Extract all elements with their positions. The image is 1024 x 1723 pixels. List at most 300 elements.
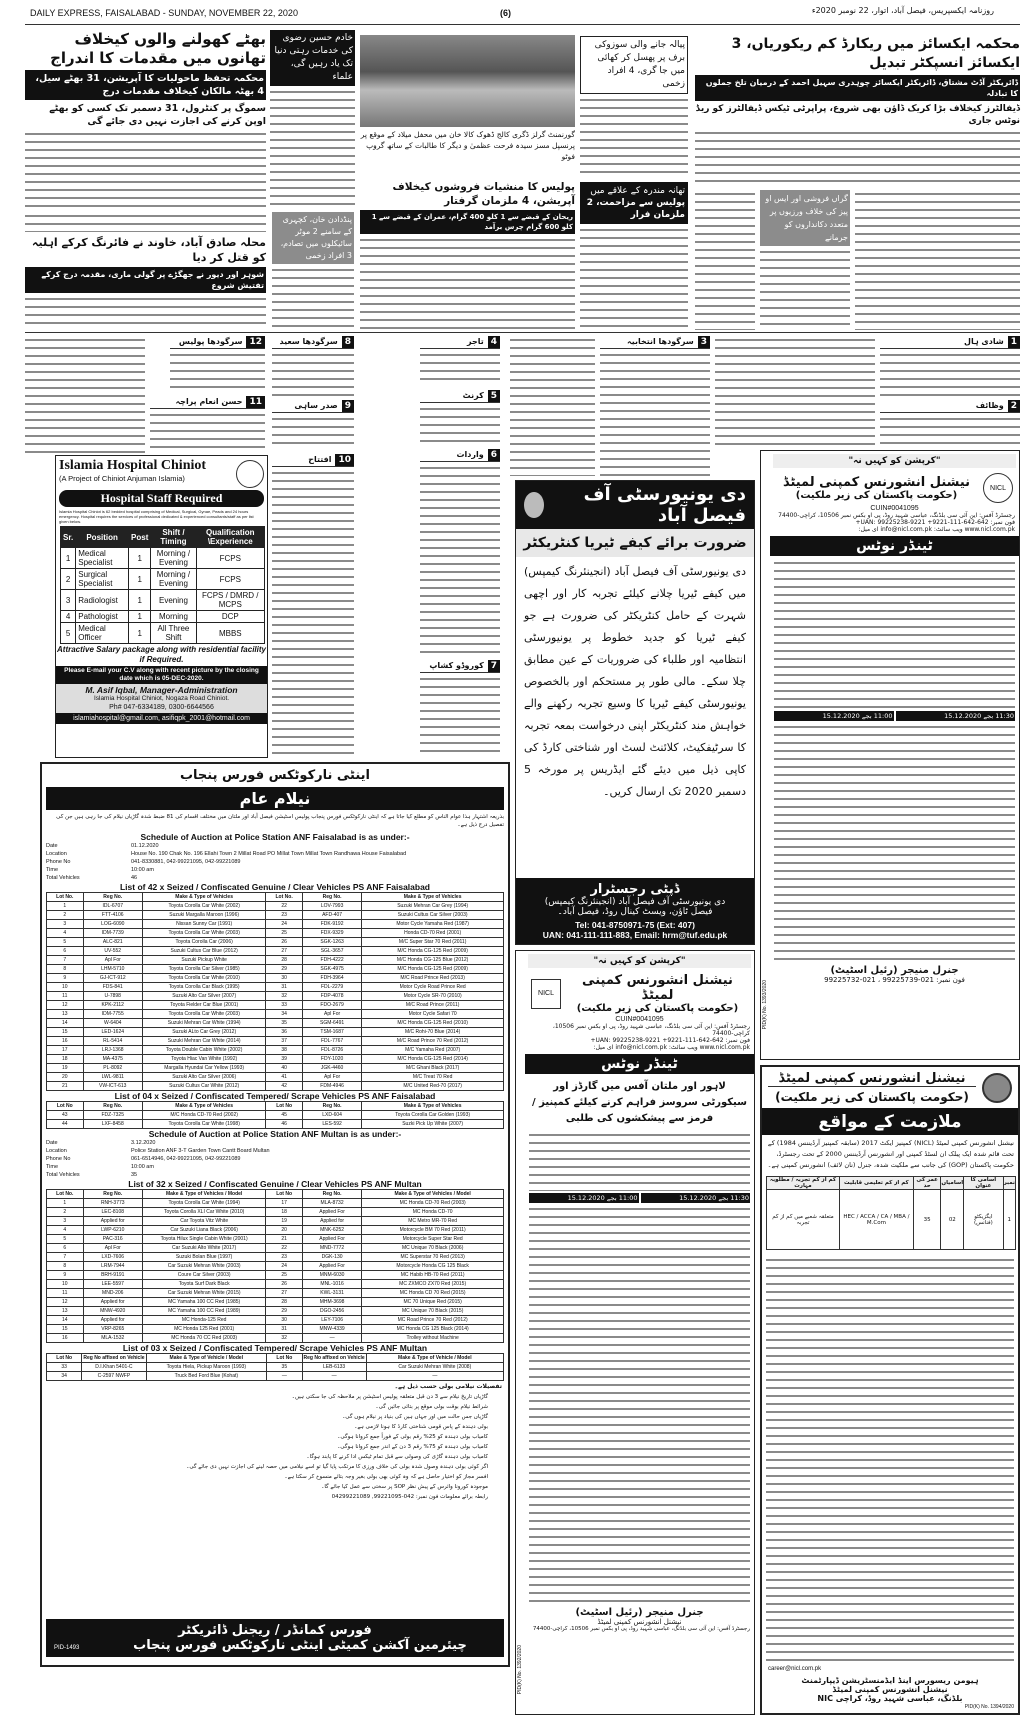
brief-heading bbox=[420, 660, 500, 673]
table-cell: MC Honda CG 125 Black (2014) bbox=[362, 1325, 504, 1334]
address: رجسٹرڈ آفس: این آئی سی بلڈنگ، عباسی شہید روڈ، پی او بکس نمبر 10506، کراچی-74400 bbox=[552, 1023, 750, 1037]
footer-company: نیشنل انشورنس کمپنی لمیٹڈ bbox=[832, 1685, 948, 1694]
table-cell: 1 bbox=[61, 548, 76, 569]
table-row bbox=[61, 569, 265, 590]
table-cell: Morning bbox=[151, 611, 196, 623]
table-cell: FDH-3964 bbox=[302, 974, 361, 983]
brief-heading bbox=[272, 400, 354, 413]
table-cell: 4 bbox=[47, 929, 84, 938]
table-cell: Suzuki Pickup White bbox=[142, 956, 265, 965]
subheadline: پولیس سے مزاحمت، 2 ملزمان فرار bbox=[586, 198, 685, 220]
table-cell: Suzuki Mehran Car White (1994) bbox=[142, 1019, 265, 1028]
column-header: Reg No. bbox=[302, 893, 361, 902]
table-cell: M/C Honda CG-125 Blue (2012) bbox=[362, 956, 504, 965]
table-cell: FDM-4946 bbox=[302, 1082, 361, 1091]
column-header: Make & Type of Vehicle / Model bbox=[146, 1354, 267, 1363]
page-number: (6) bbox=[500, 8, 511, 18]
table-cell: 18 bbox=[47, 1055, 84, 1064]
term-item: موجودہ کورونا وائرس کے پیش نظر SOP پر سختی سے عمل کیا جائے گا۔ bbox=[321, 1484, 488, 1490]
table-cell: FDS-841 bbox=[83, 983, 142, 992]
slogan: "کرپشن کو کہیں نہ" bbox=[528, 954, 751, 968]
table-cell: 15 bbox=[47, 1325, 84, 1334]
university-address: فیصل ٹاؤن، ویسٹ کینال روڈ، فیصل آباد۔ bbox=[557, 907, 713, 917]
body-text bbox=[529, 1131, 750, 1191]
schedule-value: 35 bbox=[131, 1172, 138, 1178]
table-cell: LXD-7606 bbox=[83, 1253, 142, 1262]
table-cell: 1 bbox=[129, 611, 151, 623]
ad-body: دی یونیورسٹی آف فیصل آباد (انجینئرنگ کیمپس) میں کیفے ٹیریا چلانے کیلئے تجربہ کار اور اچھی شہرت کے حامل کنٹریکٹر کی ضرورت ہے جو کیفے ٹیریا کو جدید خطوط پر یونیورسٹی انتظامیہ اور طلباء کی ضروریات کے عین مطابق چلا سکے۔ مالی طور پر مستحکم اور بالخصوص یونیورسٹی کیفے ٹیریا کا وسیع تجربہ رکھنے والے خواہش مند کنٹریکٹر اپنی درخواست بمعہ تجربہ کا سرٹیفکیٹ، کلائنٹ لسٹ اور شناختی کارڈ کی کاپی ذیل میں دیئے گئے ایڈریس پر مورخہ 5 دسمبر 2020 تک ارسال کریں۔ bbox=[524, 565, 746, 798]
table-row bbox=[47, 911, 504, 920]
column-header: Shift / Timing bbox=[151, 527, 196, 548]
term-item: افسر مجاز کو اختیار حاصل ہے کہ وہ کوئی بھی بولی بغیر وجہ بتائے منسوخ کر سکتا ہے۔ bbox=[284, 1474, 488, 1480]
auction-intro: بذریعہ اشتہار ہذا عوام الناس کو مطلع کیا جاتا ہے کہ اینٹی نارکوٹکس فورس پنجاب پولیس اسٹیشن فیصل آباد اور ملتان میں مختلف اقسام کی 81 ضبط شدہ گاڑیاں نیلام کی جا رہی ہیں جن کی تفصیل درج ذیل ہے۔ bbox=[56, 814, 504, 828]
news-brief bbox=[600, 336, 710, 476]
anf-auction-ad bbox=[40, 762, 510, 1667]
table-cell: Toyota Corolla Car Silver (1985) bbox=[142, 965, 265, 974]
brief-number: 4 bbox=[488, 336, 500, 348]
column-header: Make & Type of Vehicles bbox=[362, 893, 504, 902]
table-cell: 26 bbox=[266, 938, 303, 947]
nicl-logo-icon bbox=[982, 1073, 1012, 1103]
table-cell: Morning / Evening bbox=[151, 569, 196, 590]
table-cell: 18 bbox=[266, 1208, 303, 1217]
ownership: (حکومت پاکستان کی زیر ملکیت) bbox=[795, 490, 958, 501]
schedule-label: Time bbox=[46, 1164, 59, 1170]
schedule-row bbox=[46, 1139, 504, 1147]
table-cell: 6 bbox=[47, 947, 84, 956]
terms-title: تفصیلات نیلامی بولی حسب ذیل ہے۔ bbox=[394, 1383, 502, 1390]
table-cell: BRH-9191 bbox=[83, 1271, 142, 1280]
table-cell: 14 bbox=[47, 1316, 84, 1325]
table-cell: 21 bbox=[266, 1235, 303, 1244]
body-text bbox=[272, 469, 354, 754]
table-cell: FDL-7767 bbox=[302, 1037, 361, 1046]
table-cell: Toyota Surf Dark Black bbox=[142, 1280, 265, 1289]
story-kilns bbox=[25, 30, 266, 208]
body-text bbox=[880, 351, 1020, 396]
table-row bbox=[47, 992, 504, 1001]
table-cell: 8 bbox=[47, 965, 84, 974]
table-cell: Apl For bbox=[83, 1244, 142, 1253]
story-drugs bbox=[360, 180, 575, 330]
table-cell: 5 bbox=[61, 623, 76, 644]
table-cell: RL-5414 bbox=[83, 1037, 142, 1046]
body-text bbox=[760, 248, 850, 330]
website: www.nicl.com.pk ویب سائٹ: info@nicl.com.pk ای میل: bbox=[858, 526, 1015, 533]
phones: فون نمبر: 642-642-111-9221+ UAN: 99225238-9221+ bbox=[590, 1037, 750, 1044]
brief-title: کوروڈو کشاپ bbox=[429, 661, 484, 670]
subheadline: سموگ پر کنٹرول، 31 دسمبر تک کسی کو بھٹے اوپن کرنے کی اجازت نہیں دی جائے گی bbox=[49, 103, 266, 127]
column-header: Lot No bbox=[266, 1190, 303, 1199]
brief-title: سرگودھا سعید bbox=[279, 337, 338, 346]
schedule-label: Time bbox=[46, 867, 59, 873]
table-row bbox=[61, 548, 265, 569]
table-cell: Suzuki Mehran Car Grey (1994) bbox=[362, 902, 504, 911]
body-text bbox=[270, 88, 355, 208]
table-cell: Motor Cycle Safari 70 bbox=[362, 1010, 504, 1019]
schedule-value: 3.12.2020 bbox=[131, 1140, 156, 1146]
table-row bbox=[47, 1298, 504, 1307]
story-snow bbox=[580, 36, 688, 176]
table-cell: MC Habib HB-70 Red (2011) bbox=[362, 1271, 504, 1280]
table-cell: Motor Cycle Yamaha Red (1987) bbox=[362, 920, 504, 929]
table-cell: Car Suzuki Mehran White (2015) bbox=[142, 1289, 265, 1298]
column-header: عمر کی حد bbox=[913, 1177, 941, 1190]
news-brief bbox=[150, 396, 265, 452]
schedule-value: 061-6514946, 042-99221095, 042-99221089 bbox=[131, 1156, 241, 1162]
table-cell: Evening bbox=[151, 590, 196, 611]
column-header: Lot No bbox=[267, 1354, 302, 1363]
table-cell: 3 bbox=[47, 920, 84, 929]
news-brief bbox=[420, 660, 500, 755]
table-cell: Applied for bbox=[302, 1217, 361, 1226]
table-cell: Applied for bbox=[83, 1217, 142, 1226]
table-cell: Toyota Corolla Car Black (1995) bbox=[142, 983, 265, 992]
tender-title: لاہور اور ملتان آفس میں گارڈز اور سیکورٹی سروسز فراہم کرنے کیلئے کمپنیز / فرمز سے پیشکشوں کی طلبی bbox=[532, 1081, 747, 1124]
column-header: Reg No affixed on Vehicle bbox=[303, 1355, 365, 1361]
table-cell: 1 bbox=[1003, 1190, 1015, 1250]
table-cell: MC Honda CD 70 Red (2015) bbox=[362, 1289, 504, 1298]
table-cell: 33 bbox=[47, 1363, 82, 1372]
table-cell: SGK-4975 bbox=[302, 965, 361, 974]
column-header: کم از کم تجربہ / مطلوبہ مہارت bbox=[767, 1177, 840, 1190]
table-cell: 1 bbox=[47, 902, 84, 911]
schedule-row bbox=[46, 1147, 504, 1155]
cuin: CUIN#0041095 bbox=[615, 1016, 664, 1023]
table-cell: SGK-1263 bbox=[302, 938, 361, 947]
table-cell: — bbox=[366, 1372, 503, 1381]
table-cell: Toyota Hiela, Pickup Maroon (1993) bbox=[146, 1363, 267, 1372]
hospital-ad bbox=[55, 455, 268, 758]
table-cell: 33 bbox=[266, 1001, 303, 1010]
column-header: Reg No. bbox=[302, 1102, 361, 1111]
brief-number: 5 bbox=[488, 390, 500, 402]
mtn-schedule-heading: Schedule of Auction at Police Station ANF Multan is as under:- bbox=[148, 1129, 402, 1139]
table-cell: 15 bbox=[47, 1028, 84, 1037]
schedule-value: 01.12.2020 bbox=[131, 843, 159, 849]
table-cell: 4 bbox=[47, 1226, 84, 1235]
table-cell: 2 bbox=[61, 569, 76, 590]
table-cell: Toyota Fielder Car Blue (2001) bbox=[142, 1001, 265, 1010]
table-cell: Applied for bbox=[83, 1316, 142, 1325]
table-row bbox=[47, 1363, 504, 1372]
table-cell: 34 bbox=[266, 1010, 303, 1019]
masthead-left: DAILY EXPRESS, FAISALABAD - SUNDAY, NOVEMBER 22, 2020 bbox=[30, 8, 298, 18]
table-cell: LOV-7993 bbox=[302, 902, 361, 911]
masthead-right: روزنامہ ایکسپریس، فیصل آباد، اتوار، 22 نومبر 2020ء bbox=[811, 6, 994, 15]
table-cell: Suzuki Cultus Car Silver (2003) bbox=[362, 911, 504, 920]
table-cell: Suzuki Bolan Blue (1997) bbox=[142, 1253, 265, 1262]
table-cell: FDK-9192 bbox=[302, 920, 361, 929]
news-brief bbox=[420, 449, 500, 654]
subheadline: شوہر اور دیور نے جھگڑے پر گولی ماری، مقدمہ درج کرکے تفتیش شروع bbox=[25, 267, 266, 293]
table-cell: 2 bbox=[47, 1208, 84, 1217]
column-header: Make & Type of Vehicles / Model bbox=[362, 1190, 504, 1199]
table-cell: Medical Officer bbox=[76, 623, 129, 644]
brief-number: 8 bbox=[342, 336, 354, 348]
brief-heading bbox=[150, 396, 265, 409]
schedule-label: Total Vehicles bbox=[46, 1172, 80, 1178]
auction-title: نیلام عام bbox=[46, 787, 504, 810]
table-cell: 25 bbox=[266, 929, 303, 938]
vehicle-list-title: List of 32 x Seized / Confiscated Genuine / Clear Vehicles PS ANF Multan bbox=[128, 1179, 422, 1189]
table-cell: 29 bbox=[266, 1307, 303, 1316]
table-cell: Coure Car Silver (2003) bbox=[142, 1271, 265, 1280]
table-cell: 12 bbox=[47, 1001, 84, 1010]
table-cell: 23 bbox=[266, 1253, 303, 1262]
table-cell: 26 bbox=[266, 1280, 303, 1289]
schedule-value: Police Station ANF 3-T Garden Town Cantt Board Multan bbox=[131, 1148, 270, 1154]
brief-number: 10 bbox=[335, 454, 354, 466]
body-text bbox=[600, 351, 710, 476]
column-header: Lot No bbox=[47, 1354, 82, 1363]
university-logo-icon bbox=[524, 492, 544, 518]
hospital-phone: Ph# 047-6334189, 0300-6644566 bbox=[109, 704, 214, 711]
table-cell: 44 bbox=[47, 1120, 84, 1129]
table-cell: 30 bbox=[266, 974, 303, 983]
term-item: اگر کوئی بولی دہندہ وصول شدہ بولی کی خلاف ورزی کا مرتکب پایا گیا تو اسے نیلامی میں حصہ لینے کی اجازت نہیں دی جائے گی۔ bbox=[186, 1464, 488, 1470]
table-row bbox=[47, 1244, 504, 1253]
table-cell: LED-1624 bbox=[83, 1028, 142, 1037]
column-header: Lot No bbox=[47, 1102, 84, 1111]
brief-number: 2 bbox=[1008, 400, 1020, 412]
table-cell: 10 bbox=[47, 983, 84, 992]
table-cell: 16 bbox=[47, 1334, 84, 1343]
table-cell: 46 bbox=[266, 1120, 303, 1129]
table-cell: FDX-9329 bbox=[302, 929, 361, 938]
table-cell: 22 bbox=[266, 902, 303, 911]
table-cell: LRM-7944 bbox=[83, 1262, 142, 1271]
phones: فون نمبر: 642-642-111-9221+ UAN: 99225238-9221+ bbox=[855, 519, 1015, 526]
table-cell: 24 bbox=[266, 920, 303, 929]
table-cell: 38 bbox=[266, 1046, 303, 1055]
table-cell: M/C Yamaha Red (2007) bbox=[362, 1046, 504, 1055]
table-row bbox=[47, 929, 504, 938]
university-ad bbox=[515, 480, 755, 945]
table-cell: 1 bbox=[129, 569, 151, 590]
table-cell: Suzuki Cultus Car White (2012) bbox=[142, 1082, 265, 1091]
table-cell: 1 bbox=[129, 623, 151, 644]
table-cell: 43 bbox=[47, 1111, 84, 1120]
news-brief bbox=[272, 336, 354, 396]
body-text bbox=[855, 190, 1020, 330]
body-text bbox=[150, 411, 265, 452]
table-cell: Car Toyota Vitz White bbox=[142, 1217, 265, 1226]
body-text bbox=[580, 96, 688, 176]
news-brief bbox=[880, 336, 1020, 396]
table-row bbox=[47, 1226, 504, 1235]
table-cell: FDZ-7325 bbox=[83, 1111, 142, 1120]
table-cell: LXD-604 bbox=[302, 1111, 361, 1120]
hospital-intro: Islamia Hospital Chiniot is 62 bedded hospital comprising of Medical, Surgical, Gynae, Peads and 24 hours emergency. Hospital requires the services of professional dedicated & experienced consultants/staff as per list given below. bbox=[59, 509, 254, 524]
brief-heading bbox=[272, 454, 354, 467]
table-cell: MC 70 Unique Red (2015) bbox=[362, 1298, 504, 1307]
table-cell: 4 bbox=[61, 611, 76, 623]
table-cell: Suzuki Alto Car Silver (2007) bbox=[142, 992, 265, 1001]
body-text bbox=[766, 1256, 1014, 1662]
brief-title: سرگودھا انتخابیہ bbox=[627, 337, 694, 346]
headline: بھٹے کھولنے والوں کیخلاف تھانوں میں مقدمات کا اندراج bbox=[50, 30, 266, 67]
subheadline: ڈائریکٹر آڈٹ مشتاق، ڈائریکٹر ایکسائز چوہدری سہیل احمد کے درمیان تلخ جملوں کا تبادلہ bbox=[695, 75, 1020, 101]
table-cell: 35 bbox=[266, 1019, 303, 1028]
table-cell: U-7898 bbox=[83, 992, 142, 1001]
table-row bbox=[47, 983, 504, 992]
fsd-schedule-heading: Schedule of Auction at Police Station ANF Faisalabad is as under:- bbox=[140, 832, 410, 842]
column-header: کم از کم تعلیمی قابلیت bbox=[839, 1177, 913, 1190]
table-cell: 7 bbox=[47, 1253, 84, 1262]
address: رجسٹرڈ آفس: این آئی سی بلڈنگ، عباسی شہید روڈ، پی او بکس نمبر 10506، کراچی-74400 bbox=[532, 1626, 750, 1632]
header-rule bbox=[25, 24, 1020, 25]
term-item: کامیاب بولی دہندہ کو 75% رقم 3 دن کے اندر جمع کروانا ہوگی۔ bbox=[337, 1444, 488, 1450]
vehicle-list-title: List of 03 x Seized / Confiscated Tempered/ Scrape Vehicles PS ANF Multan bbox=[122, 1343, 428, 1353]
table-cell: MC Superstar 70 Red (2013) bbox=[362, 1253, 504, 1262]
table-cell: Nissan Sunny Car (1991) bbox=[142, 920, 265, 929]
table-cell: LRJ-1368 bbox=[83, 1046, 142, 1055]
table-row bbox=[47, 1082, 504, 1091]
nicl-tender-ad-2 bbox=[515, 950, 755, 1715]
table-cell: 9 bbox=[47, 974, 84, 983]
table-cell: FDP-4078 bbox=[302, 992, 361, 1001]
table-cell: MC Honda 70 CC Red (2003) bbox=[142, 1334, 265, 1343]
table-cell: LEE-5597 bbox=[83, 1280, 142, 1289]
column-header: Lot No. bbox=[47, 1190, 84, 1199]
table-cell: LEC-8108 bbox=[83, 1208, 142, 1217]
story-pind bbox=[272, 212, 354, 329]
brief-title: افتتاح bbox=[308, 455, 332, 464]
table-cell: Suzuki Cultus Car Blue (2012) bbox=[142, 947, 265, 956]
table-cell: MND-206 bbox=[83, 1289, 142, 1298]
table-cell: LWL-9811 bbox=[83, 1073, 142, 1082]
terms-list bbox=[42, 1392, 508, 1615]
table-cell: KPK-2112 bbox=[83, 1001, 142, 1010]
table-row bbox=[61, 611, 265, 623]
table-cell: Truck Bed Ford Blue (Kohat) bbox=[146, 1372, 267, 1381]
tender-heading: ٹینڈر نوٹس bbox=[525, 1054, 754, 1074]
table-cell: Car Suzuki Alto White (2017) bbox=[142, 1244, 265, 1253]
table-cell: 31 bbox=[266, 983, 303, 992]
tender-heading: ٹینڈر نوٹس bbox=[770, 536, 1019, 556]
table-cell: 14 bbox=[47, 1019, 84, 1028]
table-row bbox=[47, 1055, 504, 1064]
table-cell: Motorcycle Super Star Red bbox=[362, 1235, 504, 1244]
table-cell: HEC / ACCA / CA / MBA / M.Com bbox=[839, 1190, 913, 1250]
brief-heading bbox=[420, 390, 500, 403]
column-header: Qualification \Experience bbox=[196, 527, 264, 548]
table-cell: FDL-2279 bbox=[302, 983, 361, 992]
column-header: Lot No. bbox=[47, 893, 84, 902]
hospital-positions-table bbox=[60, 526, 265, 644]
table-cell: 36 bbox=[266, 1028, 303, 1037]
table-cell: LHM-5710 bbox=[83, 965, 142, 974]
table-cell: 19 bbox=[47, 1064, 84, 1073]
table-cell: TSM-1687 bbox=[302, 1028, 361, 1037]
table-cell: JGK-4460 bbox=[302, 1064, 361, 1073]
brief-title: صدر ساہی bbox=[294, 401, 338, 410]
divider bbox=[25, 332, 1020, 333]
table-cell: MC Road Prince 70 Red (2012) bbox=[362, 1316, 504, 1325]
ownership: (حکومت پاکستان کی زیر ملکیت) bbox=[775, 1090, 969, 1104]
table-cell: 39 bbox=[266, 1055, 303, 1064]
table-cell: Pathologist bbox=[76, 611, 129, 623]
table-cell: 20 bbox=[266, 1226, 303, 1235]
table-cell: PAC-316 bbox=[83, 1235, 142, 1244]
column-header: Reg No affixed on Vehicle bbox=[83, 1355, 145, 1361]
term-item: گاڑیاں تاریخ نیلام سے 3 دن قبل متعلقہ پولیس اسٹیشن پر ملاحظہ کی جا سکتی ہیں۔ bbox=[291, 1394, 488, 1400]
opening-date: 11:00 بجے 15.12.2020 bbox=[774, 711, 894, 721]
table-cell: MC Honda 125 Red (2001) bbox=[142, 1325, 265, 1334]
table-cell: Toyota Corolla Car White (2003) bbox=[142, 929, 265, 938]
story-prices-headline: گراں فروشی اور ایس او پیز کی خلاف ورزیوں پر متعدد دکانداروں کو جرمانے bbox=[760, 190, 850, 246]
table-cell: MC Honda CD-70 Red (2003) bbox=[362, 1199, 504, 1208]
table-row bbox=[47, 920, 504, 929]
table-cell: Morning / Evening bbox=[151, 548, 196, 569]
table-cell: Toyota Corolla Car White (2003) bbox=[142, 1010, 265, 1019]
table-cell: 32 bbox=[266, 1334, 303, 1343]
table-cell: Toyota Corolla Car White (1998) bbox=[142, 1120, 265, 1129]
schedule-value: House No. 190 Chak No. 196 Ellahi Town 2 Millat Road PO Millat Town Millat Town Randhawa House Faisalabad bbox=[131, 851, 407, 857]
table-row bbox=[47, 938, 504, 947]
closing-date: 11:30 بجے 15.12.2020 bbox=[641, 1193, 751, 1203]
brief-title: شادی ہال bbox=[964, 337, 1004, 346]
table-cell: Suzuki ALto Car Grey (2012) bbox=[142, 1028, 265, 1037]
table-cell: 27 bbox=[266, 947, 303, 956]
registrar-title: ڈپٹی رجسٹرار bbox=[590, 882, 680, 897]
table-cell: LEY-7106 bbox=[302, 1316, 361, 1325]
body-text bbox=[529, 1205, 750, 1605]
brief-heading bbox=[880, 400, 1020, 413]
story-murder bbox=[25, 235, 266, 329]
table-cell: Suzuki Alto Car Silver (2006) bbox=[142, 1073, 265, 1082]
table-cell: VRP-8265 bbox=[83, 1325, 142, 1334]
table-cell: 37 bbox=[266, 1037, 303, 1046]
story-excise bbox=[695, 35, 1020, 185]
table-row bbox=[47, 1217, 504, 1226]
table-row bbox=[61, 590, 265, 611]
body-text bbox=[272, 351, 354, 396]
contact-name: M. Asif Iqbal, Manager-Administration bbox=[85, 685, 238, 695]
table-cell: M/C United Red-70 (2017) bbox=[362, 1082, 504, 1091]
table-cell: SGL-3657 bbox=[302, 947, 361, 956]
table-cell: FDO-2679 bbox=[302, 1001, 361, 1010]
email-note: Please E-mail your C.V along with recent picture by the closing date which is 05-DEC-2020. bbox=[56, 666, 267, 684]
table-row bbox=[47, 1046, 504, 1055]
table-cell: متعلقہ شعبے میں کم از کم تجربہ bbox=[767, 1190, 840, 1250]
column-header: Make & Type of Vehicles bbox=[362, 1102, 504, 1111]
table-cell: M/C Treat 70 Red bbox=[362, 1073, 504, 1082]
table-cell: Motorcycle BM 70 Red (2011) bbox=[362, 1226, 504, 1235]
table-row bbox=[47, 1334, 504, 1343]
column-header: Reg No. bbox=[83, 1190, 142, 1199]
table-row bbox=[47, 1208, 504, 1217]
table-row bbox=[61, 623, 265, 644]
subheadline: ریحان کے قبضے سے 1 کلو 400 گرام، عمران کے قبضے سے 1 کلو 600 گرام چرس برآمد bbox=[360, 210, 575, 234]
brief-title: واردات bbox=[456, 450, 484, 459]
table-cell: LXF-8458 bbox=[83, 1120, 142, 1129]
company-name-footer: نیشنل انشورنس کمپنی لمیٹڈ bbox=[597, 1618, 682, 1626]
table-cell: 10 bbox=[47, 1280, 84, 1289]
brief-number: 3 bbox=[698, 336, 710, 348]
table-row bbox=[47, 1120, 504, 1129]
table-cell: 12 bbox=[47, 1298, 84, 1307]
column-header: Reg No. bbox=[83, 893, 142, 902]
table-cell: 3 bbox=[61, 590, 76, 611]
table-cell: 22 bbox=[266, 1244, 303, 1253]
table-cell: 24 bbox=[266, 1262, 303, 1271]
table-cell: 7 bbox=[47, 956, 84, 965]
table-cell: All Three Shift bbox=[151, 623, 196, 644]
hospital-project: (A Project of Chiniot Anjuman Islamia) bbox=[59, 474, 185, 483]
table-row bbox=[47, 1001, 504, 1010]
